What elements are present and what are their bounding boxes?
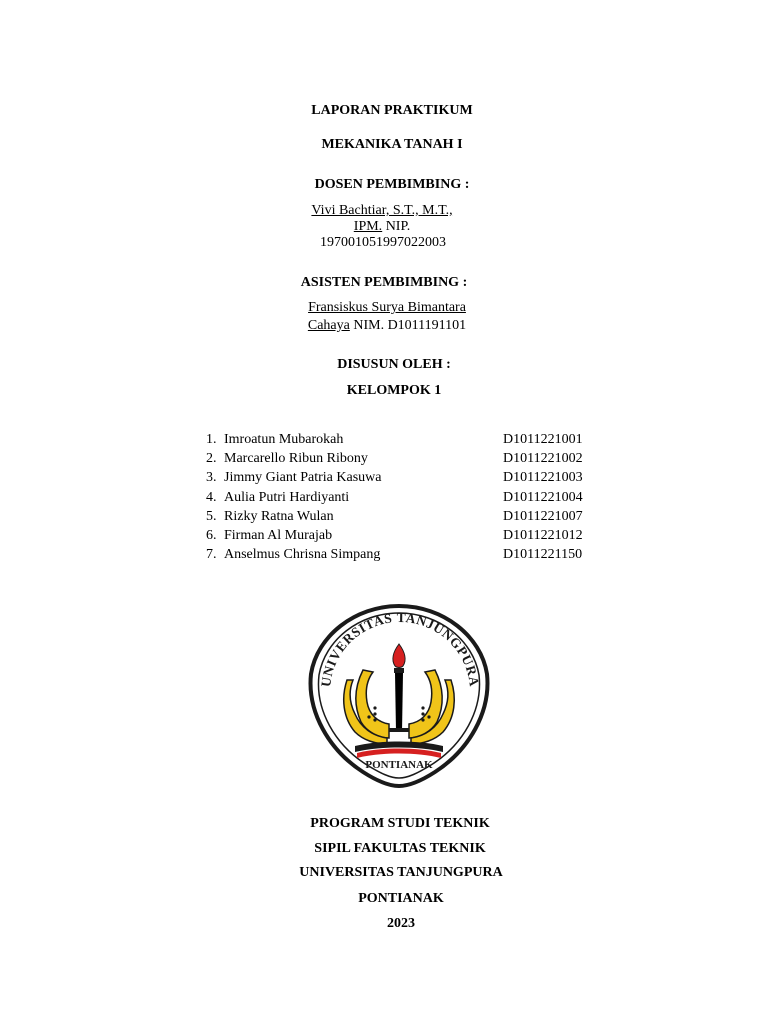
member-name: Marcarello Ribun Ribony bbox=[224, 451, 368, 466]
nip-label: NIP. bbox=[382, 219, 411, 234]
list-item bbox=[206, 468, 606, 487]
member-name: Anselmus Chrisna Simpang bbox=[224, 547, 381, 562]
assistant-nim: NIM. D1011191101 bbox=[349, 318, 467, 333]
course-title: MEKANIKA TANAH I bbox=[321, 137, 463, 152]
lecturer-title-suffix: IPM. bbox=[353, 219, 383, 234]
member-name: Imroatun Mubarokah bbox=[224, 432, 344, 447]
list-item bbox=[206, 545, 606, 564]
member-name: Jimmy Giant Patria Kasuwa bbox=[224, 470, 382, 485]
lecturer-name: Vivi Bachtiar, S.T., M.T., bbox=[311, 203, 453, 218]
report-title: LAPORAN PRAKTIKUM bbox=[311, 103, 473, 118]
member-nim: D1011221007 bbox=[503, 509, 583, 524]
member-number: 2. bbox=[206, 451, 217, 466]
member-name: Rizky Ratna Wulan bbox=[224, 509, 334, 524]
member-number: 3. bbox=[206, 470, 217, 485]
member-name: Aulia Putri Hardiyanti bbox=[224, 490, 350, 505]
group-name: KELOMPOK 1 bbox=[346, 383, 442, 398]
footer-year: 2023 bbox=[387, 916, 415, 931]
member-nim: D1011221003 bbox=[503, 470, 583, 485]
logo-city-text: PONTIANAK bbox=[365, 759, 433, 771]
member-nim: D1011221150 bbox=[503, 547, 583, 562]
member-number: 6. bbox=[206, 528, 217, 543]
member-nim: D1011221012 bbox=[503, 528, 583, 543]
list-item bbox=[206, 449, 606, 468]
list-item bbox=[206, 488, 606, 507]
university-logo bbox=[303, 600, 495, 790]
footer-faculty: SIPIL FAKULTAS TEKNIK bbox=[314, 841, 486, 856]
member-nim: D1011221001 bbox=[503, 432, 583, 447]
compiled-by-heading: DISUSUN OLEH : bbox=[337, 357, 451, 372]
list-item bbox=[206, 526, 606, 545]
assistant-name: Fransiskus Surya Bimantara bbox=[308, 300, 466, 315]
assistant-name-last: Cahaya bbox=[307, 318, 350, 333]
lecturer-nip: 197001051997022003 bbox=[320, 235, 446, 250]
list-item bbox=[206, 507, 606, 526]
footer-program: PROGRAM STUDI TEKNIK bbox=[310, 816, 490, 831]
member-number: 1. bbox=[206, 432, 217, 447]
assistant-heading: ASISTEN PEMBIMBING : bbox=[300, 275, 468, 290]
footer-university: UNIVERSITAS TANJUNGPURA bbox=[299, 865, 503, 880]
assistant-nim-line bbox=[3, 317, 768, 335]
logo-arc-text: UNIVERSITAS TANJUNGPURA bbox=[318, 609, 482, 688]
member-number: 4. bbox=[206, 490, 217, 505]
member-name: Firman Al Murajab bbox=[224, 528, 333, 543]
member-nim: D1011221002 bbox=[503, 451, 583, 466]
lecturer-heading: DOSEN PEMBIMBING : bbox=[314, 177, 470, 192]
member-number: 7. bbox=[206, 547, 217, 562]
member-number: 5. bbox=[206, 509, 217, 524]
list-item bbox=[206, 430, 606, 449]
member-nim: D1011221004 bbox=[503, 490, 583, 505]
footer-city: PONTIANAK bbox=[358, 891, 444, 906]
